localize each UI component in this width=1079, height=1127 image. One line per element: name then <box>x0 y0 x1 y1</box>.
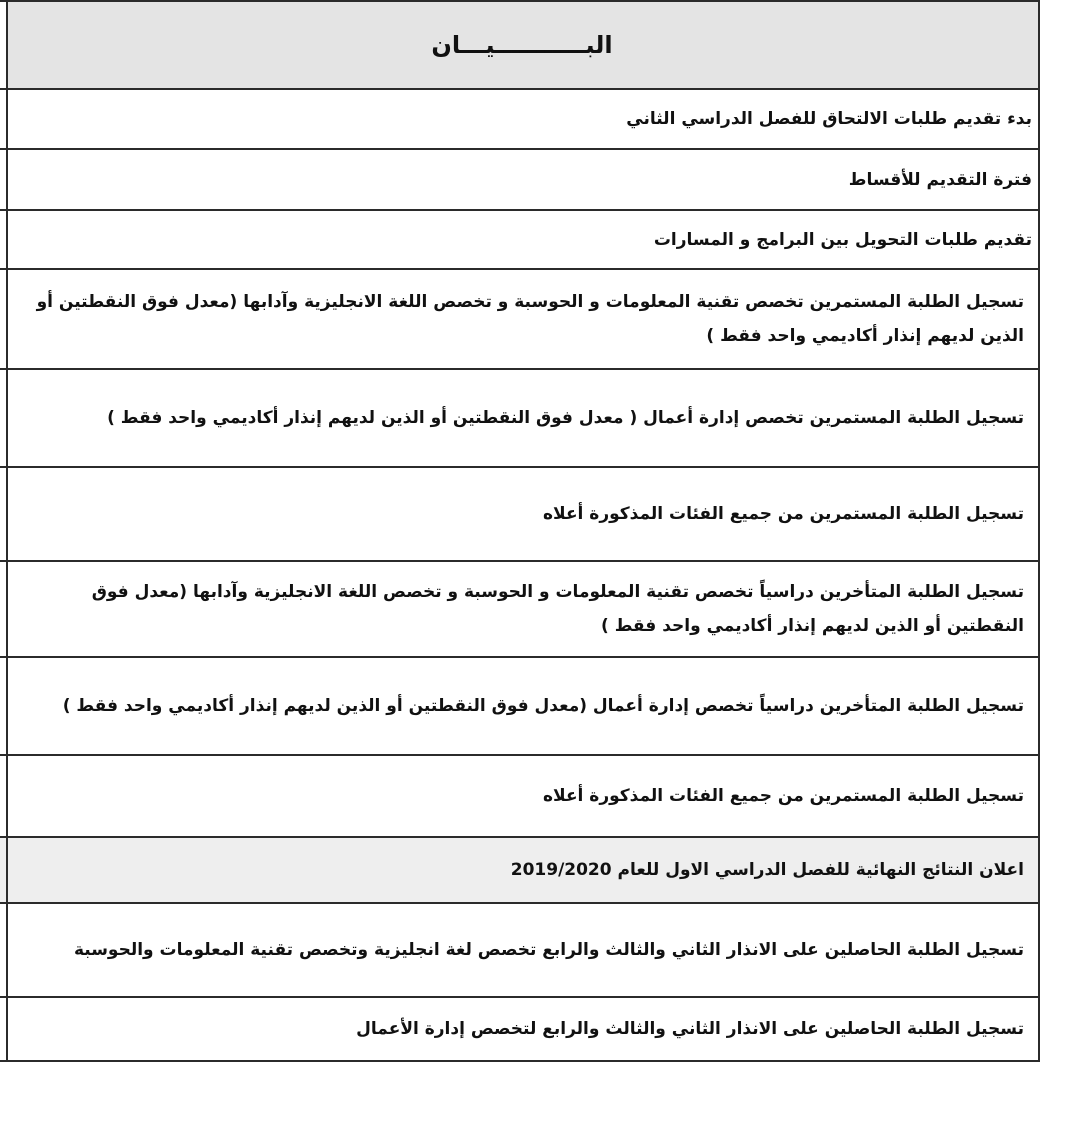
table-cell-stub <box>0 657 7 755</box>
table-cell-stub <box>0 269 7 369</box>
table-cell-stub <box>0 755 7 837</box>
table-cell-description: تسجيل الطلبة الحاصلين على الانذار الثاني والثالث والرابع لتخصص إدارة الأعمال <box>7 997 1039 1061</box>
table-cell-description: تسجيل الطلبة المستمرين تخصص تقنية المعلومات و الحوسبة و تخصص اللغة الانجليزية وآدابها (معدل فوق النقطتين أو الذين لديهم إنذار أكاديمي واحد فقط ) <box>7 269 1039 369</box>
table-cell-description: اعلان النتائج النهائية للفصل الدراسي الاول للعام 2019/2020 <box>7 837 1039 903</box>
table-cell-description: تسجيل الطلبة المستمرين تخصص إدارة أعمال ( معدل فوق النقطتين أو الذين لديهم إنذار أكاديمي واحد فقط ) <box>7 369 1039 467</box>
table-row <box>0 903 1039 997</box>
table-row-highlighted <box>0 837 1039 903</box>
table-cell-stub <box>0 997 7 1061</box>
table-row <box>0 561 1039 657</box>
table-cell-stub <box>0 561 7 657</box>
table-cell-description: تسجيل الطلبة الحاصلين على الانذار الثاني والثالث والرابع تخصص لغة انجليزية وتخصص تقنية المعلومات والحوسبة <box>7 903 1039 997</box>
table-row <box>0 149 1039 210</box>
table-cell-description: تسجيل الطلبة المتأخرين دراسياً تخصص إدارة أعمال (معدل فوق النقطتين أو الذين لديهم إنذار أكاديمي واحد فقط ) <box>7 657 1039 755</box>
table-row <box>0 997 1039 1061</box>
table-cell-description: تسجيل الطلبة المستمرين من جميع الفئات المذكورة أعلاه <box>7 467 1039 561</box>
table-cell-stub <box>0 1 7 89</box>
table-cell-description: تقديم طلبات التحويل بين البرامج و المسارات <box>7 210 1039 269</box>
table-cell-stub <box>0 210 7 269</box>
table-row <box>0 210 1039 269</box>
table-row <box>0 467 1039 561</box>
table-row <box>0 657 1039 755</box>
column-header-description: البـــــــــــيـــان <box>7 1 1039 89</box>
table-cell-stub <box>0 903 7 997</box>
table-cell-stub <box>0 837 7 903</box>
table-cell-stub <box>0 149 7 210</box>
table-cell-description: تسجيل الطلبة المستمرين من جميع الفئات المذكورة أعلاه <box>7 755 1039 837</box>
table-cell-description: فترة التقديم للأقساط <box>7 149 1039 210</box>
table-row <box>0 369 1039 467</box>
table-cell-stub <box>0 89 7 149</box>
table-cell-description: بدء تقديم طلبات الالتحاق للفصل الدراسي الثاني <box>7 89 1039 149</box>
table-cell-stub <box>0 369 7 467</box>
table-cell-description: تسجيل الطلبة المتأخرين دراسياً تخصص تقنية المعلومات و الحوسبة و تخصص اللغة الانجليزية وآدابها (معدل فوق النقطتين أو الذين لديهم إنذار أكاديمي واحد فقط ) <box>7 561 1039 657</box>
table-cell-stub <box>0 467 7 561</box>
table-row <box>0 269 1039 369</box>
table-header-row <box>0 1 1039 89</box>
table-row <box>0 89 1039 149</box>
table-row <box>0 755 1039 837</box>
